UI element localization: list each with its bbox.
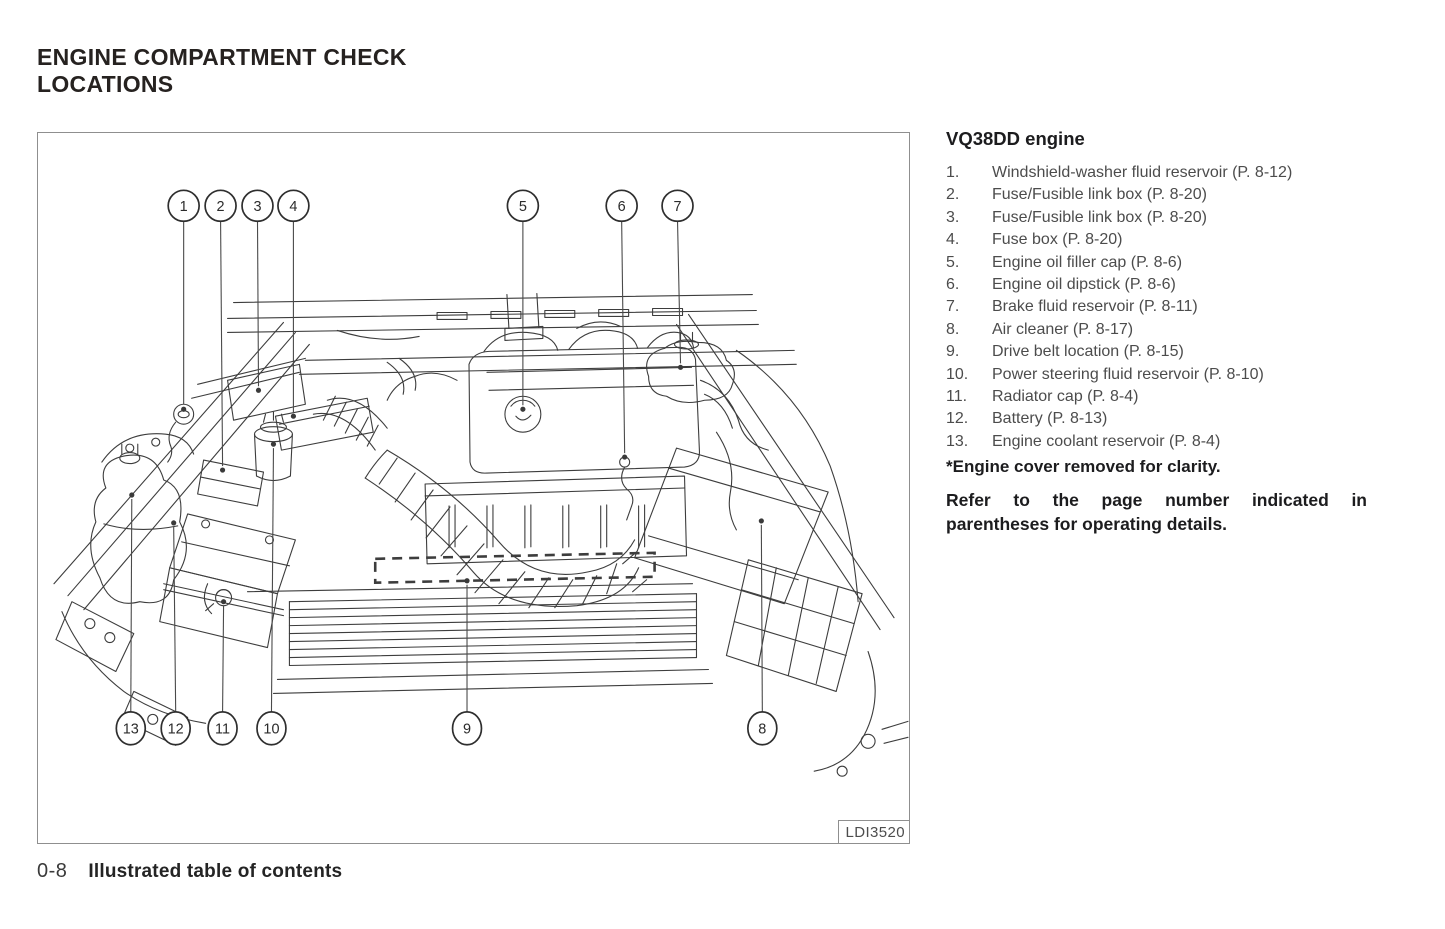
legend-item-number: 4. [946, 231, 960, 249]
svg-text:5: 5 [518, 198, 527, 215]
legend-item-text: Power steering fluid reservoir (P. 8-10) [992, 365, 1264, 383]
callout-12 [161, 712, 190, 745]
legend-item-number: 12. [946, 410, 969, 428]
legend-item-text: Engine oil filler cap (P. 8-6) [992, 253, 1183, 271]
svg-text:7: 7 [673, 198, 682, 215]
legend-item-number: 5. [946, 253, 960, 271]
svg-text:12: 12 [167, 721, 184, 738]
callout-4 [278, 190, 309, 221]
svg-text:2: 2 [216, 198, 225, 215]
legend-item [946, 229, 1367, 251]
callout-2 [205, 190, 236, 221]
legend-item-text: Drive belt location (P. 8-15) [992, 343, 1184, 361]
legend-item-number: 9. [946, 343, 960, 361]
engine-intake-plenum [469, 330, 699, 473]
callout-8 [748, 712, 777, 745]
legend-item-text: Fuse/Fusible link box (P. 8-20) [992, 208, 1207, 226]
engine-compartment-figure [37, 132, 910, 844]
svg-text:3: 3 [253, 198, 262, 215]
page-title [37, 44, 407, 97]
legend-item-number: 7. [946, 298, 960, 316]
legend-item [946, 341, 1367, 363]
radiator [248, 584, 713, 694]
legend-item-text: Windshield-washer fluid reservoir (P. 8-12) [992, 164, 1293, 181]
callout-9 [453, 712, 482, 745]
legend-item [946, 364, 1367, 386]
intake-duct-hose [313, 396, 638, 607]
legend-item-text: Brake fluid reservoir (P. 8-11) [992, 298, 1198, 316]
svg-text:11: 11 [215, 721, 231, 738]
air-cleaner-box [623, 448, 862, 691]
legend-item-number: 6. [946, 276, 960, 294]
legend-item-number: 1. [946, 164, 960, 181]
figure-id-label: LDI3520 [838, 820, 909, 843]
legend-heading: VQ38DD engine [946, 128, 1085, 149]
engine-cover-note: *Engine cover removed for clarity. [946, 457, 1221, 477]
refer-paragraph: Refer to the page number indicated in parentheses for operating details. [946, 490, 1367, 534]
oil-dipstick [620, 457, 633, 520]
footer-section-title: Illustrated table of contents [88, 861, 343, 882]
callout-13 [116, 712, 145, 745]
legend-item [946, 252, 1367, 274]
callout-3 [242, 190, 273, 221]
legend-item [946, 184, 1367, 206]
legend-panel [946, 128, 1367, 536]
legend-item [946, 274, 1367, 296]
callout-7 [662, 190, 693, 221]
legend-item-number: 10. [946, 365, 969, 383]
svg-text:1: 1 [179, 198, 188, 215]
engine-front-cover [425, 476, 686, 564]
radiator-cap [204, 584, 231, 614]
legend-item-text: Fuse/Fusible link box (P. 8-20) [992, 186, 1207, 204]
legend-item-text: Air cleaner (P. 8-17) [992, 320, 1134, 338]
page-title-line1: ENGINE COMPARTMENT CHECK [37, 44, 407, 70]
svg-text:13: 13 [122, 721, 139, 738]
legend-item [946, 319, 1367, 341]
footer-page-number: 0-8 [37, 860, 68, 882]
legend-item-number: 3. [946, 208, 960, 226]
battery [160, 460, 296, 647]
legend-item [946, 386, 1367, 408]
svg-text:8: 8 [758, 721, 767, 738]
legend-item [946, 207, 1367, 229]
svg-text:10: 10 [263, 721, 280, 738]
legend-item-text: Engine oil dipstick (P. 8-6) [992, 276, 1176, 294]
callout-11 [208, 712, 237, 745]
engine-compartment-illustration [38, 133, 909, 843]
svg-text:4: 4 [289, 198, 298, 215]
legend-item-text: Radiator cap (P. 8-4) [992, 388, 1139, 406]
callout-5 [507, 190, 538, 221]
legend-item-number: 2. [946, 186, 960, 204]
svg-text:9: 9 [462, 721, 472, 738]
hood-and-fender-outline [54, 314, 908, 776]
callout-6 [606, 190, 637, 221]
svg-text:6: 6 [617, 198, 626, 215]
callout-10 [257, 712, 286, 745]
legend-item-number: 13. [946, 432, 969, 450]
legend-item [946, 431, 1367, 453]
legend-item [946, 408, 1367, 430]
hoses-and-wiring [337, 322, 768, 530]
washer-fluid-filler [168, 404, 194, 462]
fuse-box-panels [228, 364, 374, 450]
legend-item-text: Fuse box (P. 8-20) [992, 231, 1123, 249]
page-footer [37, 860, 342, 883]
legend-item-text: Engine coolant reservoir (P. 8-4) [992, 432, 1221, 450]
legend-item [946, 296, 1367, 318]
callout-1 [168, 190, 199, 221]
legend-item-number: 8. [946, 320, 960, 338]
page-title-line2: LOCATIONS [37, 70, 174, 97]
legend-item-text: Battery (P. 8-13) [992, 410, 1108, 428]
legend-item [946, 162, 1367, 184]
legend-item-number: 11. [946, 388, 968, 406]
